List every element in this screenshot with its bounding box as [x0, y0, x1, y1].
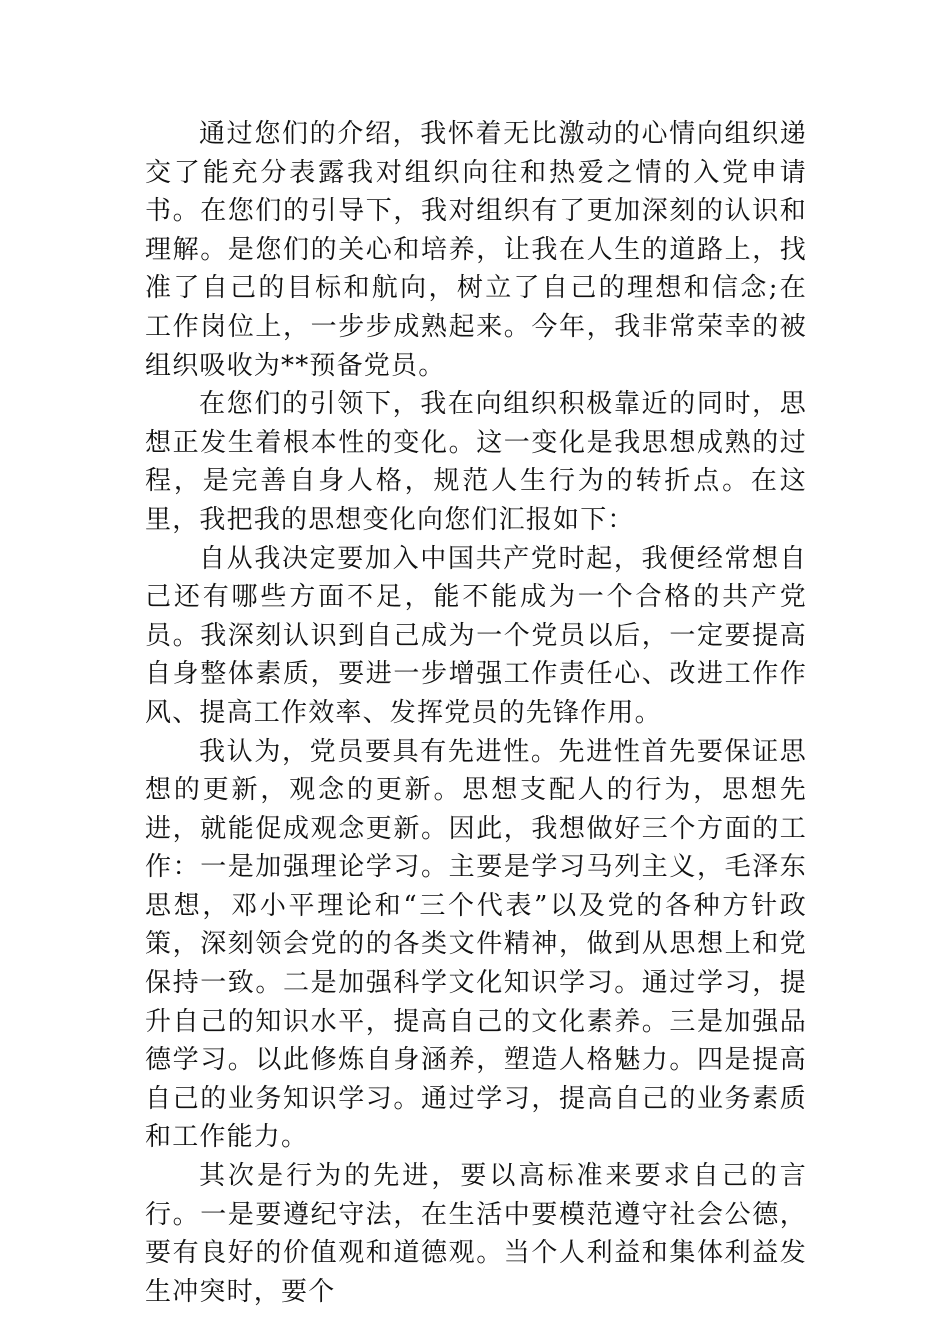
paragraph-5: 其次是行为的先进，要以高标准来要求自己的言行。一是要遵纪守法，在生活中要模范遵守社会公德，要有良好的价值观和道德观。当个人利益和集体利益发生冲突时，要个 [145, 1161, 807, 1307]
paragraph-3: 自从我决定要加入中国共产党时起，我便经常想自己还有哪些方面不足，能不能成为一个合格的共产党员。我深刻认识到自己成为一个党员以后，一定要提高自身整体素质，要进一步增强工作责任心、改进工作作风、提高工作效率、发挥党员的先锋作用。 [145, 543, 807, 728]
paragraph-4: 我认为，党员要具有先进性。先进性首先要保证思想的更新，观念的更新。思想支配人的行为，思想先进，就能促成观念更新。因此，我想做好三个方面的工作：一是加强理论学习。主要是学习马列主义，毛泽东思想，邓小平理论和“三个代表”以及党的各种方针政策，深刻领会党的的各类文件精神，做到从思想上和党保持一致。二是加强科学文化知识学习。通过学习，提升自己的知识水平，提高自己的文化素养。三是加强品德学习。以此修炼自身涵养，塑造人格魅力。四是提高自己的业务知识学习。通过学习，提高自己的业务素质和工作能力。 [145, 736, 807, 1153]
paragraph-2: 在您们的引领下，我在向组织积极靠近的同时，思想正发生着根本性的变化。这一变化是我思想成熟的过程，是完善自身人格，规范人生行为的转折点。在这里，我把我的思想变化向您们汇报如下： [145, 389, 807, 535]
paragraph-1: 通过您们的介绍，我怀着无比激动的心情向组织递交了能充分表露我对组织向往和热爱之情的入党申请书。在您们的引导下，我对组织有了更加深刻的认识和理解。是您们的关心和培养，让我在人生的道路上，找准了自己的目标和航向，树立了自己的理想和信念;在工作岗位上，一步步成熟起来。今年，我非常荣幸的被组织吸收为**预备党员。 [145, 119, 807, 381]
document-body [145, 115, 807, 1311]
